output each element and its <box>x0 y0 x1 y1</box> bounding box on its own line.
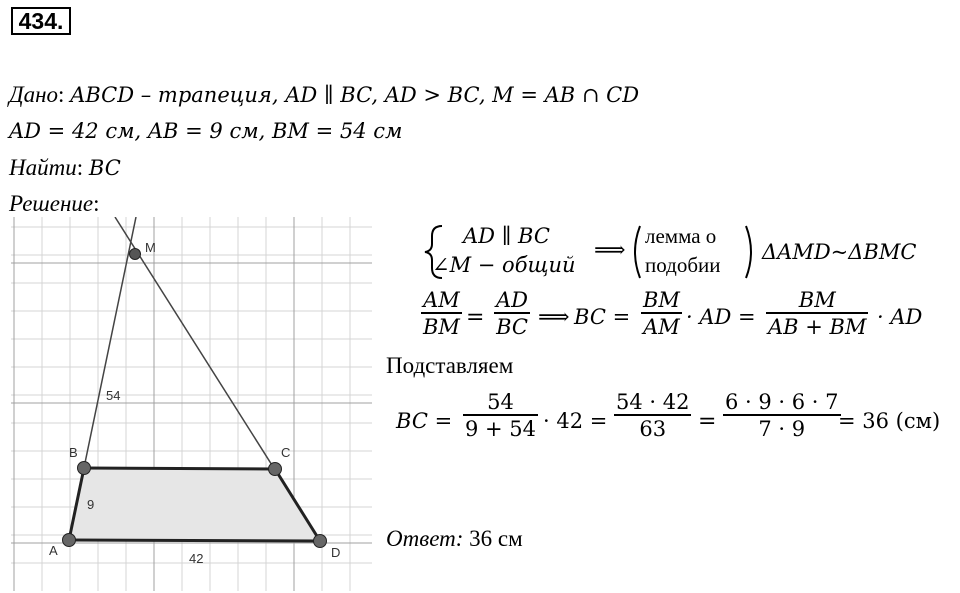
sub-frac-3: 6 · 9 · 6 · 7 7 · 9 <box>725 390 839 441</box>
find-value: BC <box>88 156 121 180</box>
given-label: Дано <box>9 82 59 107</box>
prop-frac-bm-am: BM AM <box>643 288 680 339</box>
sub-frac-2: 54 · 42 63 <box>616 390 690 441</box>
lemma-line2: подобии <box>645 253 721 277</box>
sub-eq: = <box>698 409 717 434</box>
label-m: M <box>145 240 156 255</box>
similarity: ΔAMD~ΔBMC <box>762 240 917 264</box>
point-d <box>314 535 327 548</box>
point-c <box>269 463 282 476</box>
prop-eq: = <box>466 305 485 330</box>
sub-frac-1: 54 9 + 54 <box>465 390 537 441</box>
label-b: B <box>69 445 78 460</box>
side-ad <box>69 540 320 541</box>
prop-bc-eq: BC = <box>574 305 631 329</box>
substitute-label: Подставляем <box>386 353 514 378</box>
system-line2: ∠M − общий <box>432 253 576 277</box>
answer-label: Ответ: <box>386 526 464 551</box>
answer-line <box>386 526 523 552</box>
prop-dot-ad: · AD = <box>686 305 756 329</box>
find-line: Найти: BC <box>9 155 121 180</box>
solution-label: Решение <box>9 191 94 216</box>
given-line: Дано: ABCD – трапеция, AD ∥ BC, AD > BC, M = AB ∩ CD <box>9 82 640 107</box>
implies-2: ⟹ <box>538 305 570 330</box>
point-b <box>78 462 91 475</box>
find-label: Найти <box>9 155 77 180</box>
prop-frac-bm-sum: BM AB + BM <box>768 288 867 339</box>
given-statement: ABCD – трапеция, AD ∥ BC, AD > BC, M = AB ∩ CD <box>70 83 640 107</box>
trapezoid-figure <box>11 217 372 591</box>
implies-1: ⟹ <box>594 238 626 263</box>
label-d: D <box>331 545 341 560</box>
length-ad: 42 <box>189 551 204 566</box>
lemma-line1: лемма о <box>645 224 717 248</box>
sub-bc-eq: BC = <box>396 409 453 433</box>
prop-frac-ad-bc: AD BC <box>496 288 529 339</box>
side-bc <box>84 468 275 469</box>
prop-dot-ad2: · AD <box>877 305 923 329</box>
solution-line: Решение: <box>9 191 100 216</box>
length-ab: 9 <box>87 497 95 512</box>
length-bm: 54 <box>106 388 121 403</box>
point-m <box>130 249 141 260</box>
label-c: C <box>281 445 291 460</box>
point-a <box>63 534 76 547</box>
system-line1: AD ∥ BC <box>463 224 550 248</box>
prop-frac-am-bm: AM BM <box>423 288 460 339</box>
given-measures: AD = 42 см, AB = 9 см, BM = 54 см <box>9 119 403 143</box>
sub-result: = 36 (см) <box>838 409 941 433</box>
label-a: A <box>49 543 58 558</box>
sub-times-42: · 42 = <box>543 409 608 433</box>
answer-value: 36 см <box>469 526 523 551</box>
problem-number: 434. <box>11 7 71 35</box>
